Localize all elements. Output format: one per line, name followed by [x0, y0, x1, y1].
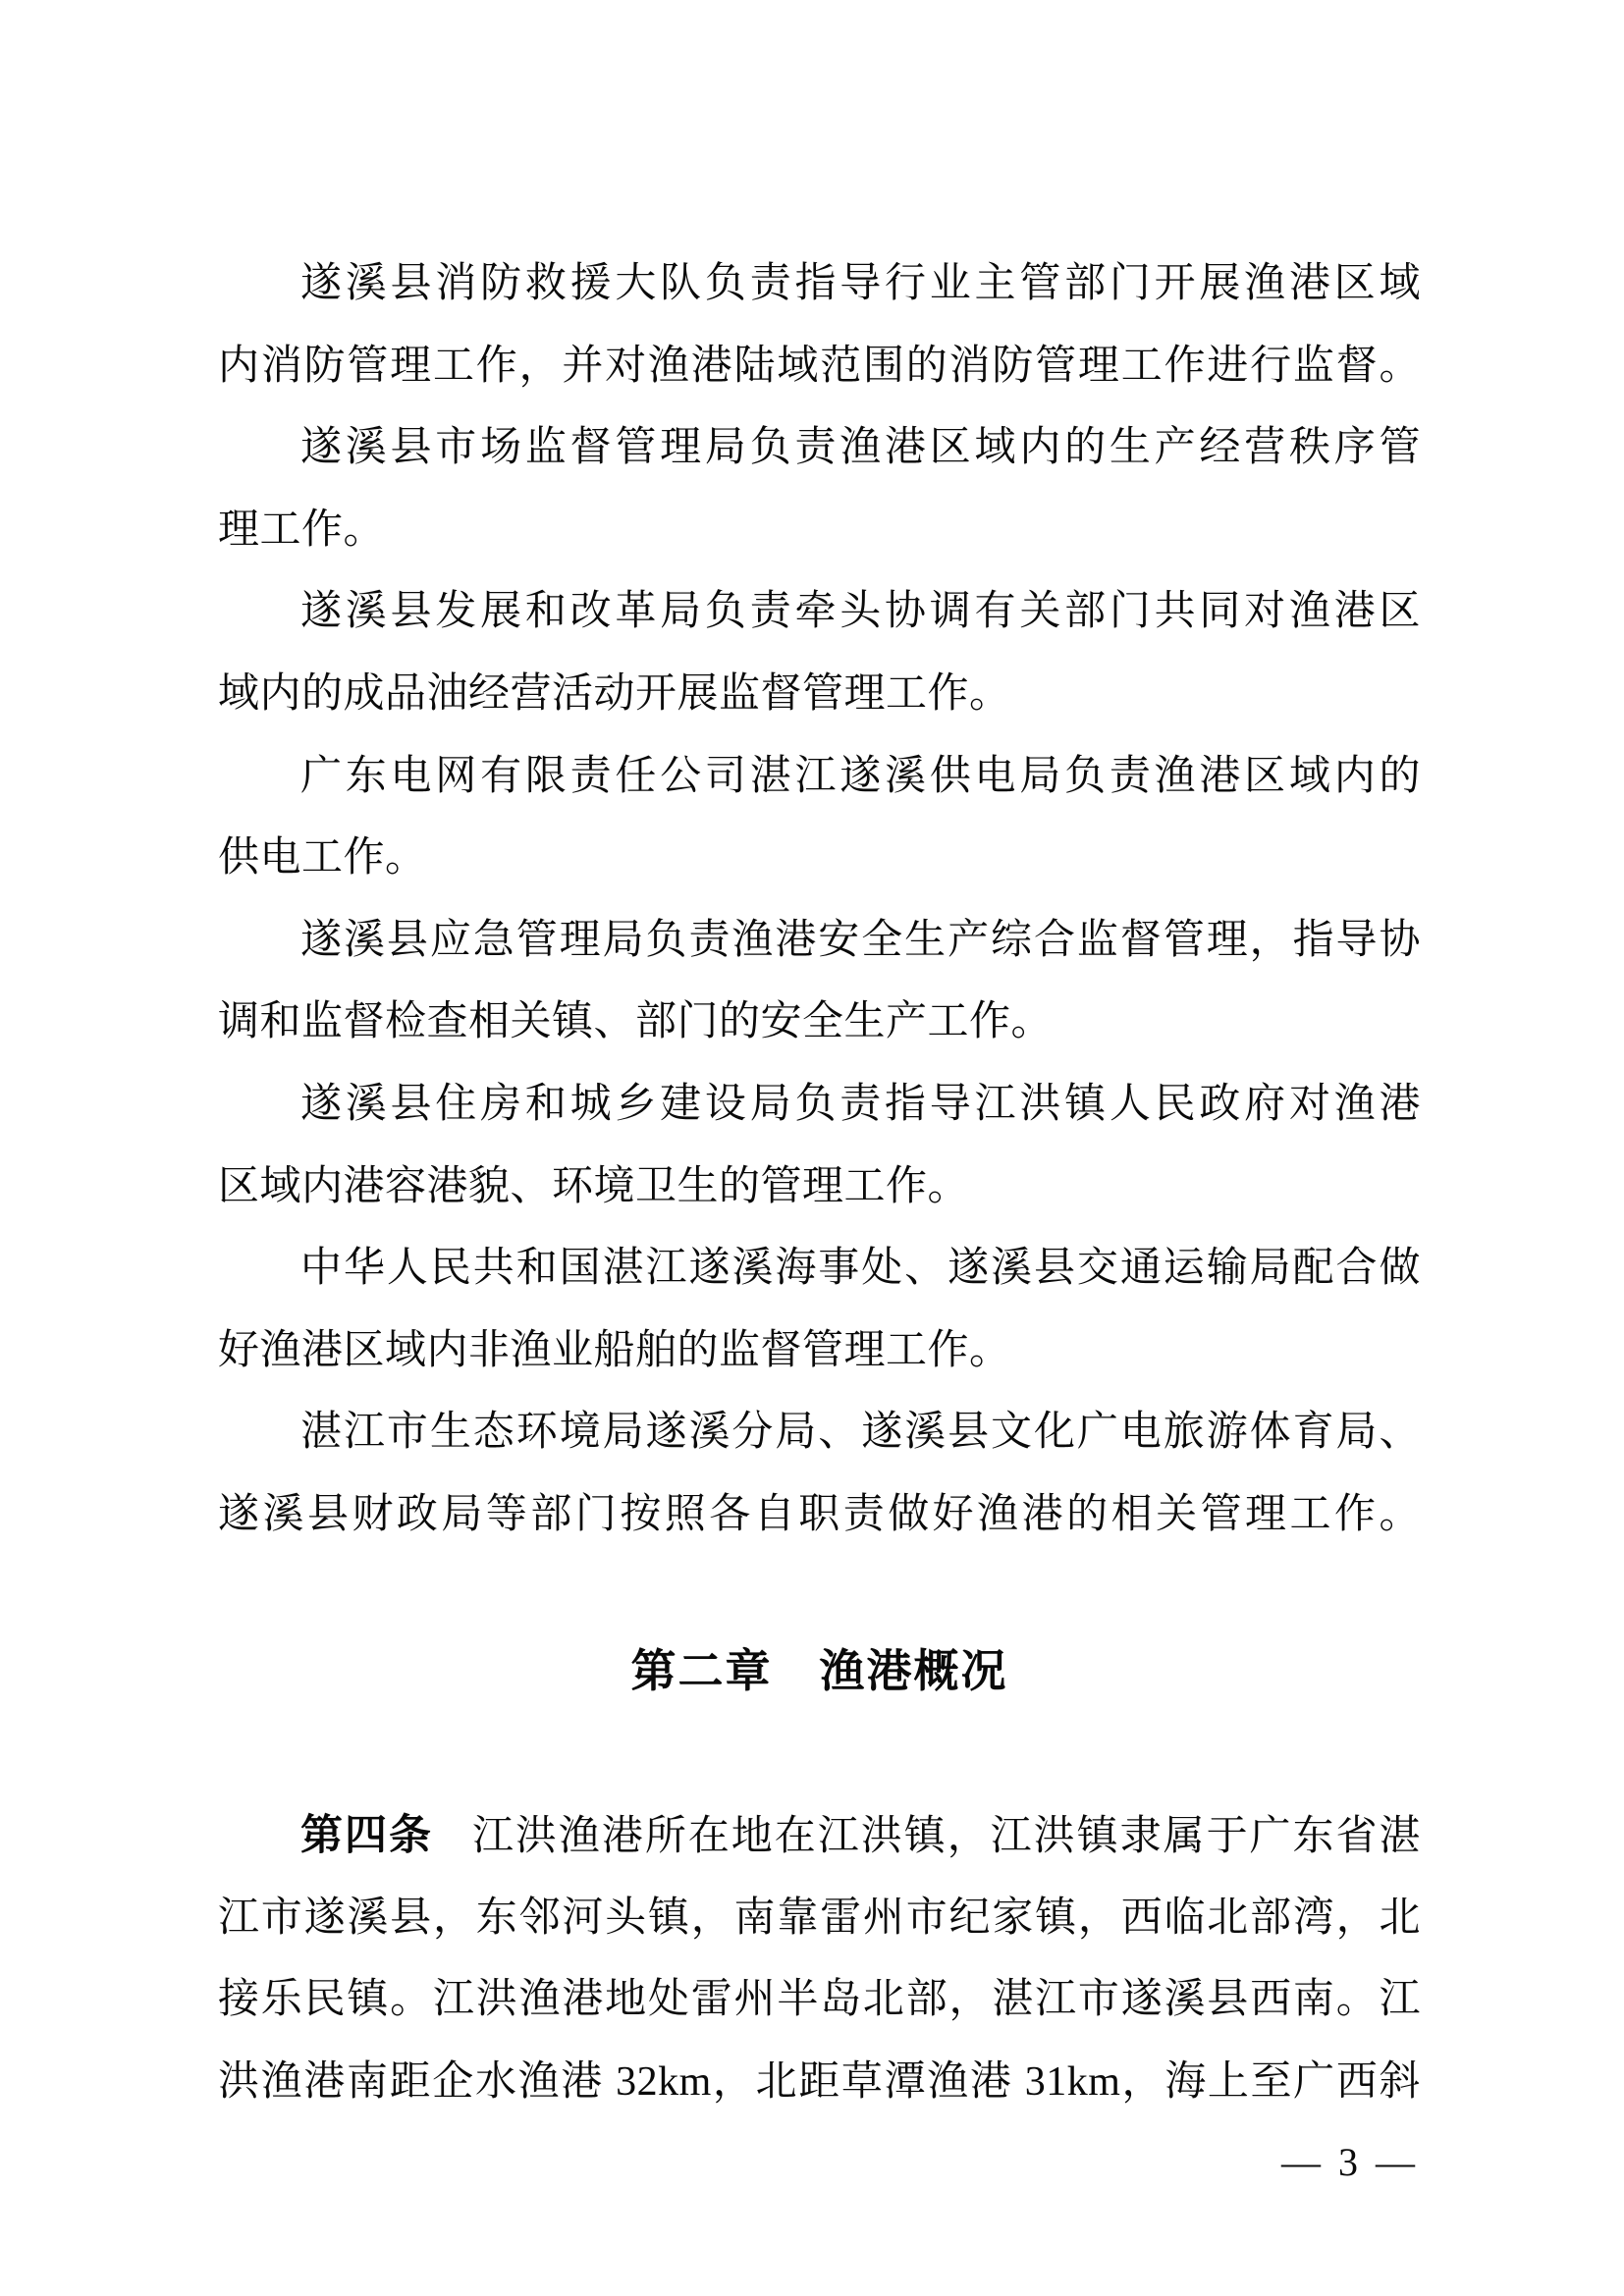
paragraph-line: 理工作。	[218, 507, 386, 553]
page-number: — 3 —	[1281, 2140, 1419, 2184]
article-4-line: 接乐民镇。江洪渔港地处雷州半岛北部，湛江市遂溪县西南。江	[218, 1977, 1421, 2023]
paragraph-line: 遂溪县应急管理局负责渔港安全生产综合监督管理，指导协	[300, 917, 1421, 963]
article-4-line: 江洪渔港所在地在江洪镇，江洪镇隶属于广东省湛	[471, 1814, 1421, 1859]
paragraph-line: 遂溪县财政局等部门按照各自职责做好渔港的相关管理工作。	[218, 1491, 1421, 1537]
paragraph-line: 区域内港容港貌、环境卫生的管理工作。	[218, 1163, 970, 1209]
article-4-block	[218, 1795, 1421, 2123]
paragraph-line: 遂溪县发展和改革局负责牵头协调有关部门共同对渔港区	[300, 589, 1421, 635]
paragraph-line: 调和监督检查相关镇、部门的安全生产工作。	[218, 999, 1054, 1045]
paragraph-line: 中华人民共和国湛江遂溪海事处、遂溪县交通运输局配合做	[300, 1246, 1421, 1292]
paragraph-line: 供电工作。	[218, 835, 427, 881]
paragraph-line: 遂溪县住房和城乡建设局负责指导江洪镇人民政府对渔港	[300, 1081, 1421, 1127]
paragraph-line: 遂溪县市场监督管理局负责渔港区域内的生产经营秩序管	[300, 425, 1421, 471]
article-4-first-line	[218, 1795, 1421, 1878]
paragraph-line: 湛江市生态环境局遂溪分局、遂溪县文化广电旅游体育局、	[300, 1410, 1421, 1456]
paragraph-line: 遂溪县消防救援大队负责指导行业主管部门开展渔港区域	[300, 261, 1421, 306]
article-4-label: 第四条	[300, 1812, 433, 1859]
chapter-heading: 第二章 渔港概况	[630, 1645, 1008, 1696]
body-text-block	[218, 243, 1421, 1557]
paragraph-line: 广东电网有限责任公司湛江遂溪供电局负责渔港区域内的	[300, 753, 1421, 799]
paragraph-line: 域内的成品油经营活动开展监督管理工作。	[218, 670, 1011, 717]
paragraph-line: 内消防管理工作，并对渔港陆域范围的消防管理工作进行监督。	[218, 343, 1421, 389]
article-4-line: 洪渔港南距企水渔港 32km，北距草潭渔港 31km，海上至广西斜	[218, 2058, 1421, 2105]
paragraph-line: 好渔港区域内非渔业船舶的监督管理工作。	[218, 1327, 1011, 1373]
article-4-line: 江市遂溪县，东邻河头镇，南靠雷州市纪家镇，西临北部湾，北	[218, 1895, 1421, 1941]
